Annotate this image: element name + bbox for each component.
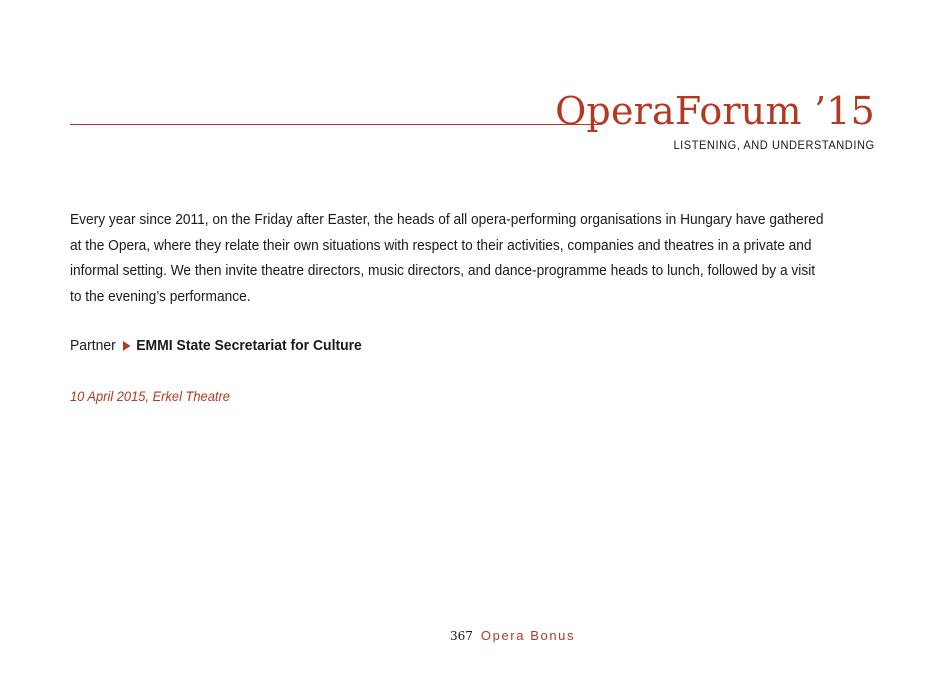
section-name: Opera Bonus	[480, 628, 576, 643]
partner-line	[70, 334, 362, 358]
body-paragraph: Every year since 2011, on the Friday after Easter, the heads of all opera-performing organisations in Hungary have gathered at the Opera, where they relate their own situations with respect to their activities, companies and theatres in a private and informal setting. We then invite theatre directors, music directors, and dance-programme heads to lunch, followed by a visit to the evening’s performance.	[70, 211, 824, 305]
page-subtitle: LISTENING, AND UNDERSTANDING	[673, 138, 875, 152]
page-footer	[450, 627, 575, 645]
play-arrow-icon	[123, 341, 130, 351]
event-date-venue: 10 April 2015, Erkel Theatre	[70, 388, 230, 404]
header-rule	[70, 124, 602, 125]
page-number: 367	[450, 629, 473, 643]
partner-name: EMMI State Secretariat for Culture	[136, 337, 362, 354]
page-title: OperaForum ’15	[555, 89, 875, 133]
partner-label: Partner	[70, 337, 116, 354]
